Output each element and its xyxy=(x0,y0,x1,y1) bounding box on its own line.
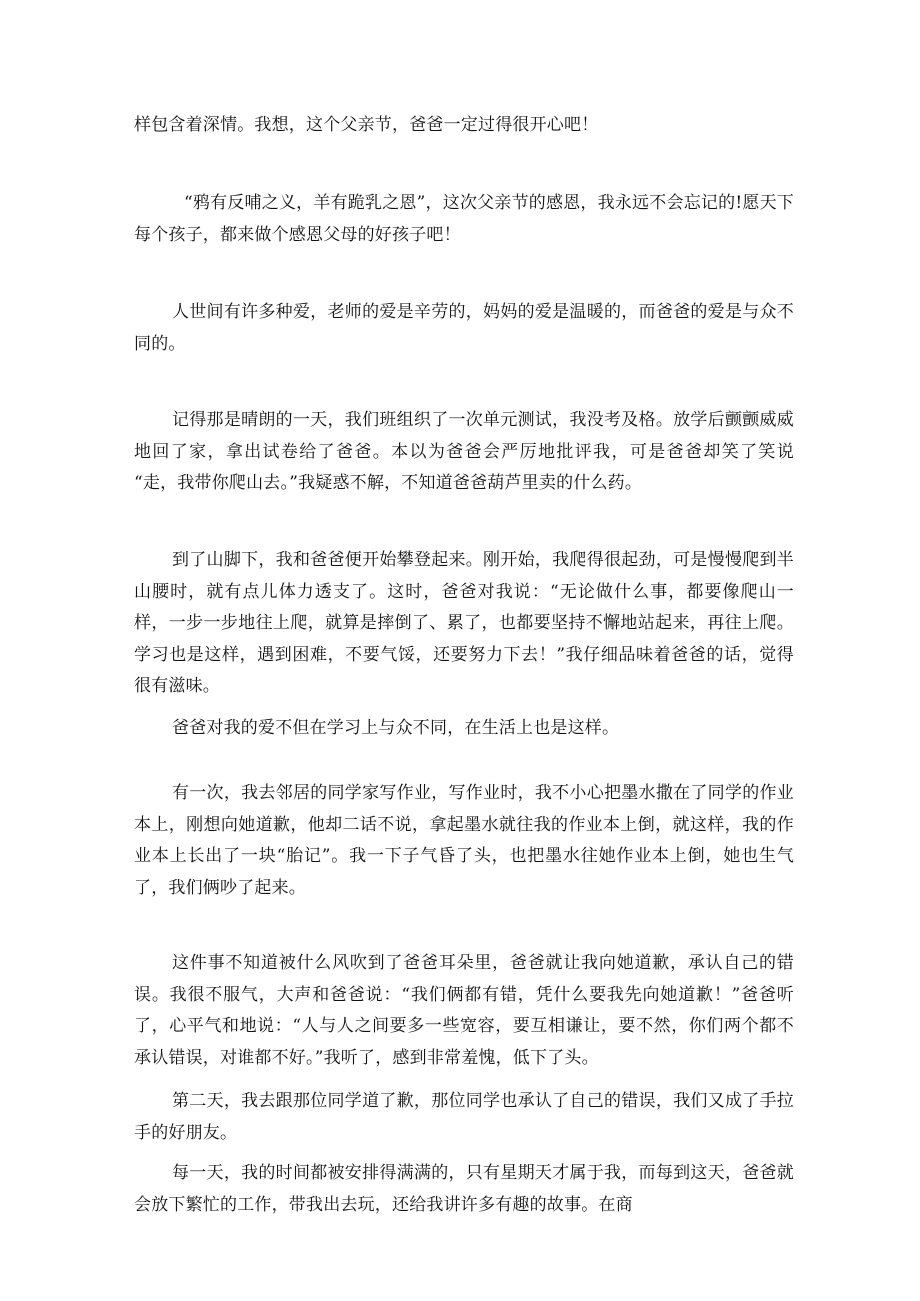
paragraph-5: 到了山脚下，我和爸爸便开始攀登起来。刚开始，我爬得很起劲，可是慢慢爬到半山腰时，就有点儿体力透支了。这时，爸爸对我说：“无论做什么事，都要像爬山一样，一步一步地往上爬，就算是摔倒了、累了，也都要坚持不懈地站起来，再往上爬。学习也是这样，遇到困难，不要气馁，还要努力下去！”我仔细品味着爸爸的话，觉得很有滋味。 xyxy=(134,550,794,697)
paragraph-4: 记得那是晴朗的一天，我们班组织了一次单元测试，我没考及格。放学后颤颤威威地回了家，拿出试卷给了爸爸。本以为爸爸会严厉地批评我，可是爸爸却笑了笑说 “走，我带你爬山去。”我疑惑不解，不知道爸爸葫芦里卖的什么药。 xyxy=(134,410,794,494)
paragraph-7: 有一次，我去邻居的同学家写作业，写作业时，我不小心把墨水撒在了同学的作业本上，刚想向她道歉，他却二话不说，拿起墨水就往我的作业本上倒，就这样，我的作业本上长出了一块“胎记”。我一下子气昏了头，也把墨水往她作业本上倒，她也生气了，我们俩吵了起来。 xyxy=(134,783,794,898)
paragraph-6: 爸爸对我的爱不但在学习上与众不同，在生活上也是这样。 xyxy=(172,718,620,738)
paragraph-9: 第二天，我去跟那位同学道了歉，那位同学也承认了自己的错误，我们又成了手拉手的好朋友。 xyxy=(134,1091,794,1143)
paragraph-8: 这件事不知道被什么风吹到了爸爸耳朵里，爸爸就让我向她道歉，承认自己的错误。我很不服气，大声和爸爸说：“我们俩都有错，凭什么要我先向她道歉！”爸爸听了，心平气和地说：“人与人之间要多一些宽容，要互相谦让，要不然，你们两个都不承认错误，对谁都不好。”我听了，感到非常羞愧，低下了头。 xyxy=(134,953,794,1068)
paragraph-10: 每一天，我的时间都被安排得满满的，只有星期天才属于我，而每到这天，爸爸就会放下繁忙的工作，带我出去玩，还给我讲许多有趣的故事。在商 xyxy=(134,1163,794,1215)
paragraph-3: 人世间有许多种爱，老师的爱是辛劳的，妈妈的爱是温暖的，而爸爸的爱是与众不同的。 xyxy=(134,302,794,354)
paragraph-2: “鸦有反哺之义，羊有跪乳之恩”，这次父亲节的感恩，我永远不会忘记的!愿天下每个孩子，都来做个感恩父母的好孩子吧！ xyxy=(134,193,794,245)
paragraph-1: 样包含着深情。我想，这个父亲节，爸爸一定过得很开心吧！ xyxy=(134,115,599,135)
